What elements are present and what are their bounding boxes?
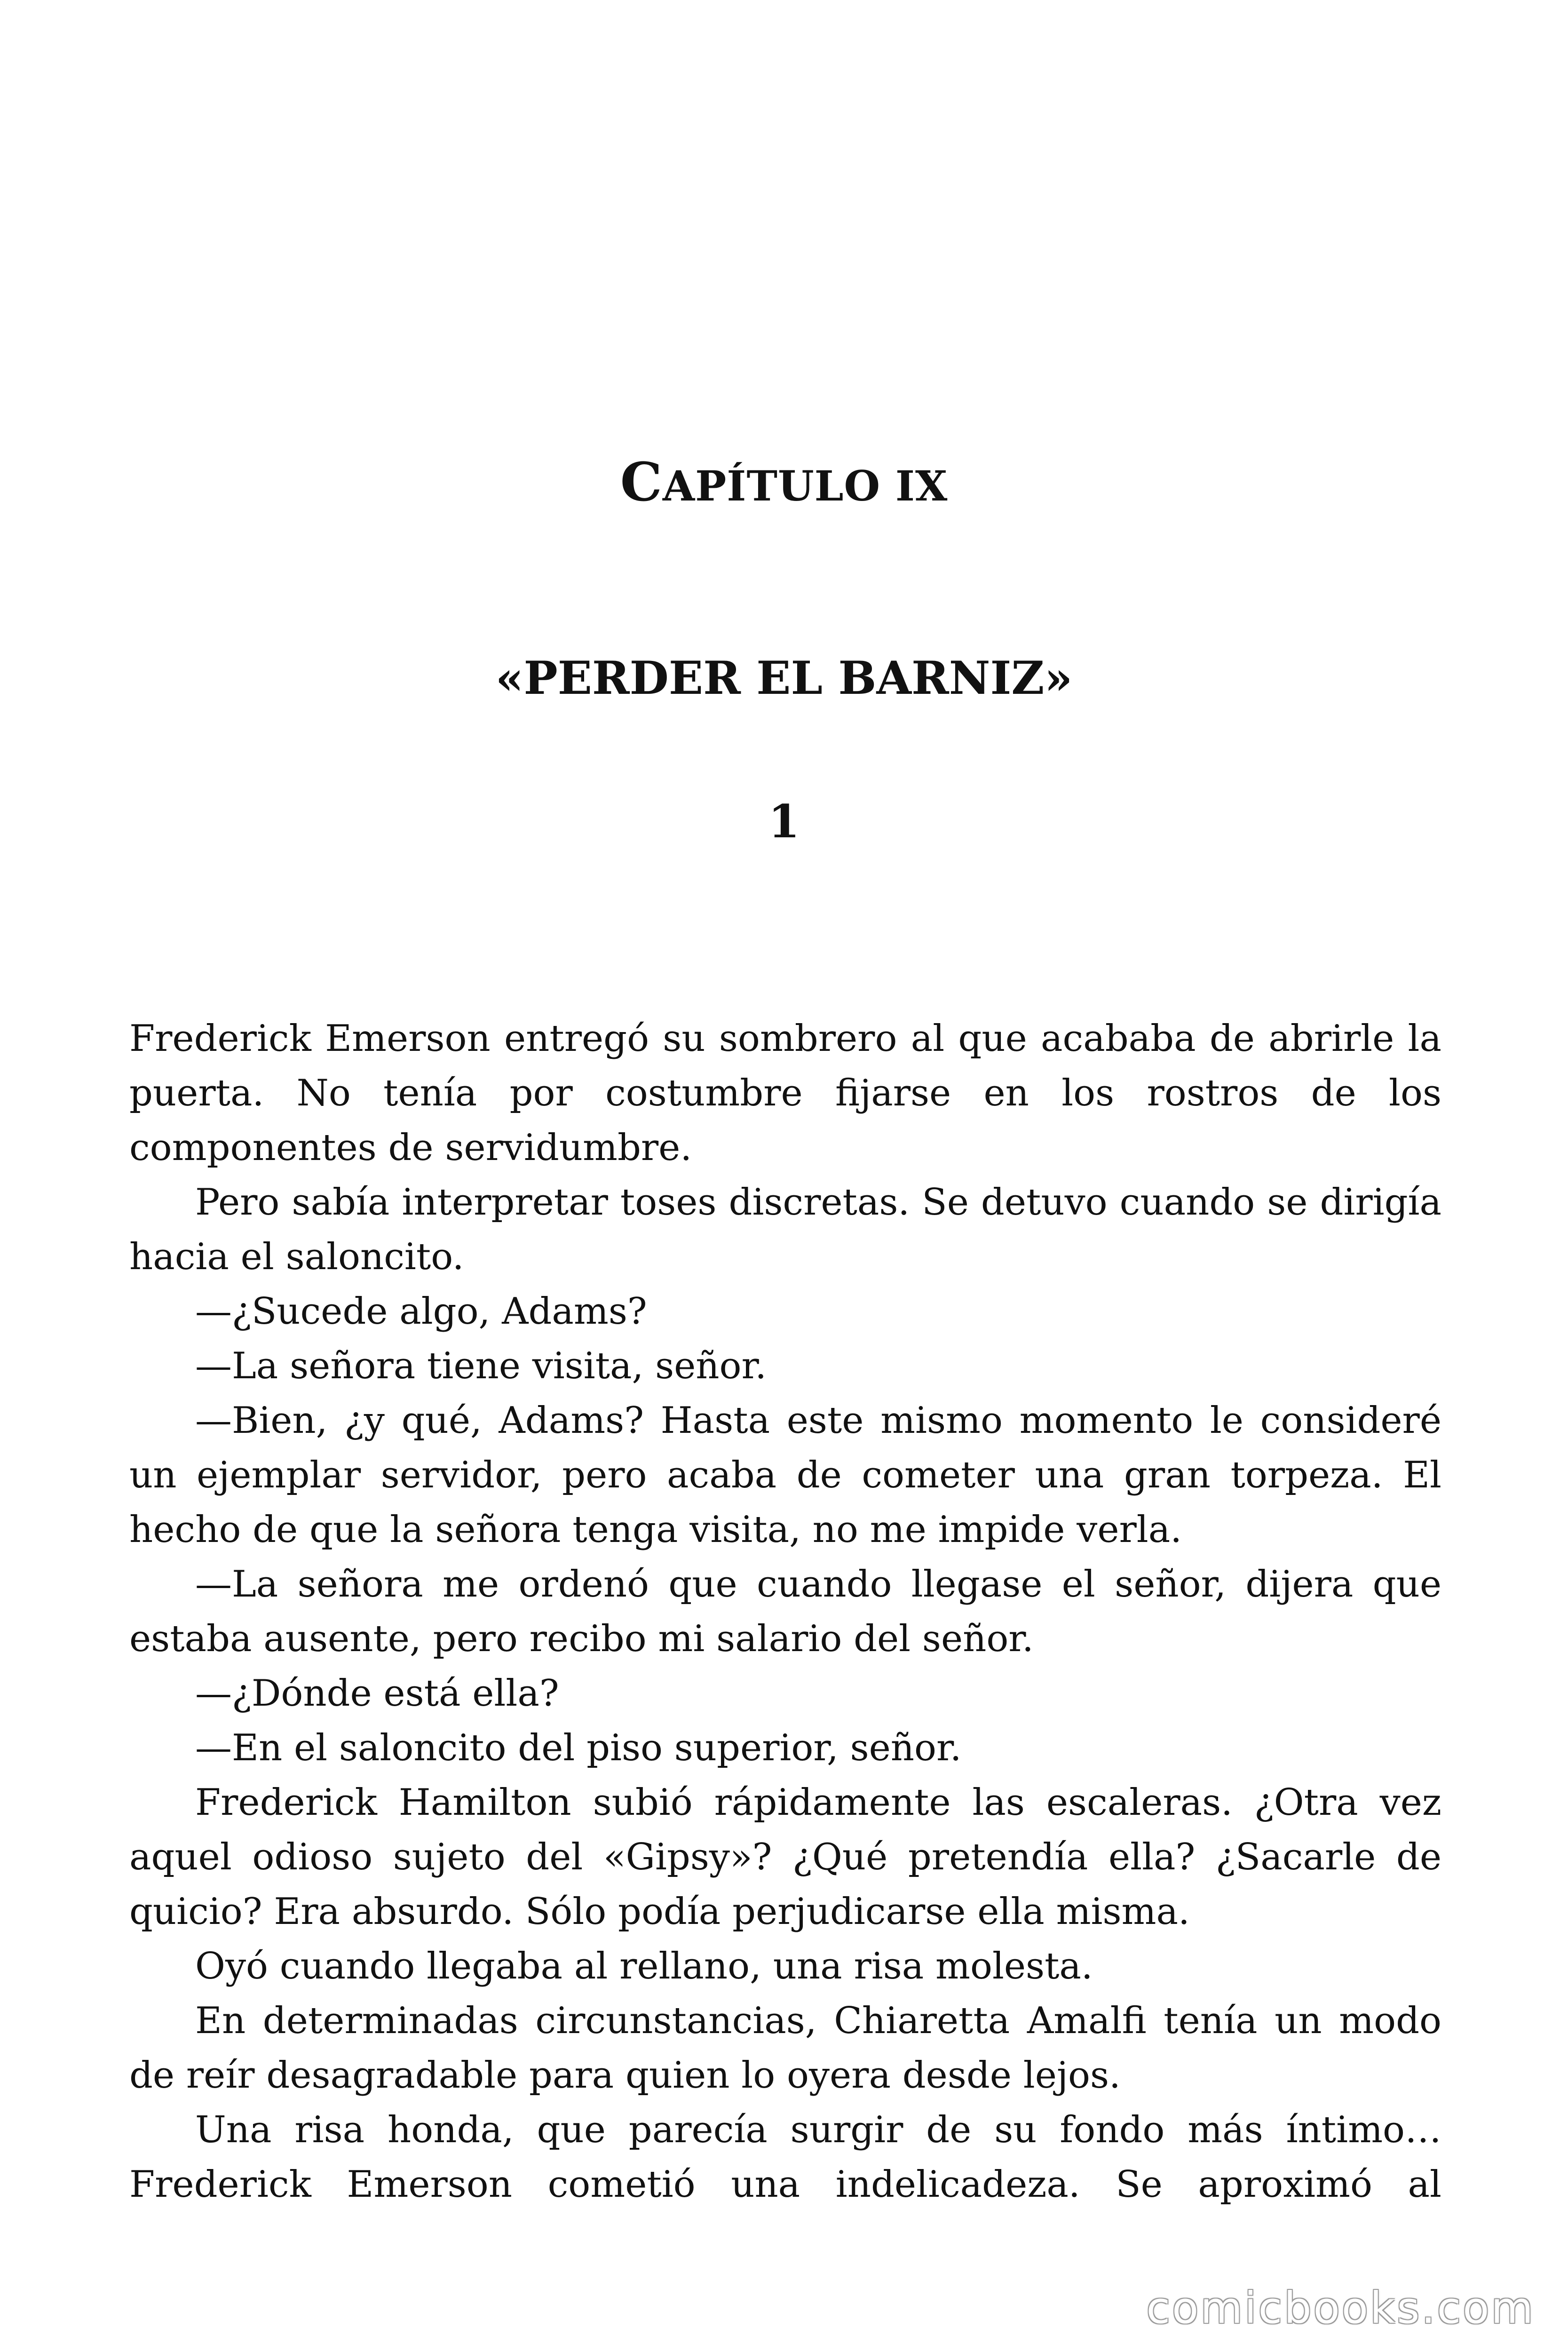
paragraph: —En el saloncito del piso superior, señor. [195,1727,962,1769]
body-text [129,1011,1441,2212]
chapter-title-initial: C [620,452,663,513]
watermark: comicbooks.com [1146,2283,1535,2333]
chapter-title [0,452,1568,513]
paragraph: Frederick Hamilton subió rápidamente las escaleras. ¿Otra vez aquel odioso sujeto del «Gipsy»? ¿Qué pretendía ella? ¿Sacarle de quicio? Era absurdo. Sólo podía perjudicarse ella misma. [129,1781,1441,1933]
paragraph: —La señora tiene visita, señor. [195,1345,767,1387]
paragraph: En determinadas circunstancias, Chiaretta Amalfi tenía un modo de reír desagradable para quien lo oyera desde lejos. [129,2000,1441,2097]
paragraph: —Bien, ¿y qué, Adams? Hasta este mismo momento le consideré un ejemplar servidor, pero acaba de cometer una gran torpeza. El hecho de que la señora tenga visita, no me impide verla. [129,1399,1441,1551]
chapter-subtitle: «PERDER EL BARNIZ» [495,652,1073,705]
chapter-title-rest: APÍTULO IX [662,461,948,510]
section-number: 1 [768,795,800,848]
paragraph: —La señora me ordenó que cuando llegase el señor, dijera que estaba ausente, pero recibo mi salario del señor. [129,1563,1441,1660]
paragraph: Frederick Emerson entregó su sombrero al que acababa de abrirle la puerta. No tenía por costumbre fijarse en los rostros de los componentes de servidumbre. [129,1017,1441,1169]
paragraph: —¿Dónde está ella? [195,1672,559,1715]
paragraph: Una risa honda, que parecía surgir de su fondo más íntimo… Frederick Emerson cometió una indelicadeza. Se aproximó al [129,2109,1441,2206]
paragraph: —¿Sucede algo, Adams? [195,1290,647,1333]
paragraph: Pero sabía interpretar toses discretas. Se detuvo cuando se dirigía hacia el saloncito. [129,1181,1441,1278]
paragraph: Oyó cuando llegaba al rellano, una risa molesta. [195,1945,1093,1987]
